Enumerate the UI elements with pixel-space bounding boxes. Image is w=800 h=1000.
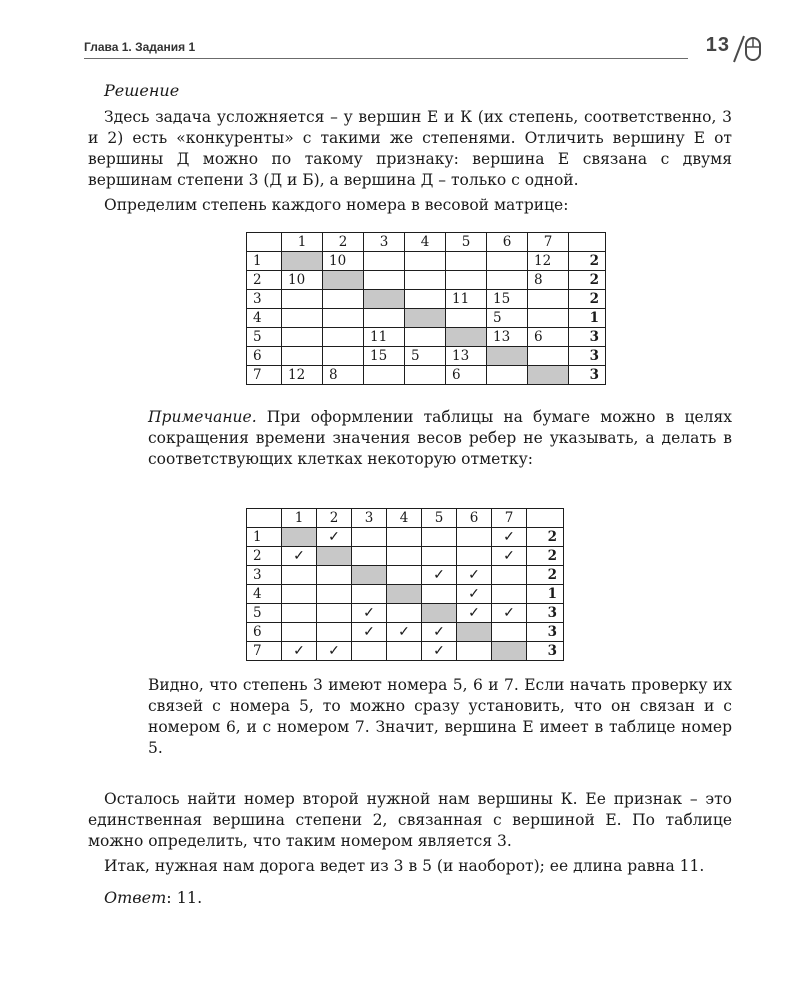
degree-cell: 3 <box>527 623 564 642</box>
row-header: 5 <box>247 604 282 623</box>
check-mark-cell: ✓ <box>282 642 317 661</box>
column-header <box>569 233 606 252</box>
row-header: 7 <box>247 642 282 661</box>
check-mark-cell: ✓ <box>282 547 317 566</box>
table-row <box>247 252 606 271</box>
table-cell <box>528 347 569 366</box>
diagonal-cell <box>457 623 492 642</box>
table-row <box>247 528 564 547</box>
diagonal-cell <box>492 642 527 661</box>
table-cell <box>282 347 323 366</box>
table-cell <box>323 290 364 309</box>
page-number: 13 <box>705 34 730 56</box>
diagonal-cell <box>364 290 405 309</box>
table-cell <box>282 566 317 585</box>
table-cell: 12 <box>282 366 323 385</box>
table-cell <box>387 642 422 661</box>
check-mark-cell: ✓ <box>317 528 352 547</box>
table-cell: 6 <box>528 328 569 347</box>
column-header: 3 <box>364 233 405 252</box>
table-cell <box>317 585 352 604</box>
column-header: 4 <box>405 233 446 252</box>
table-cell <box>528 290 569 309</box>
table-cell <box>446 309 487 328</box>
table-cell <box>364 309 405 328</box>
table-row <box>247 604 564 623</box>
row-header: 3 <box>247 290 282 309</box>
check-mark-cell: ✓ <box>422 623 457 642</box>
table-cell <box>422 547 457 566</box>
degree-cell: 2 <box>527 528 564 547</box>
header-row <box>247 509 564 528</box>
diagonal-cell <box>446 328 487 347</box>
table-cell <box>457 528 492 547</box>
page-content <box>88 80 732 908</box>
table-cell <box>364 252 405 271</box>
diagonal-cell <box>282 528 317 547</box>
table-cell <box>405 328 446 347</box>
table-cell <box>282 309 323 328</box>
diagonal-cell <box>323 271 364 290</box>
table-row <box>247 642 564 661</box>
check-mark-cell: ✓ <box>457 585 492 604</box>
table-cell: 10 <box>323 252 364 271</box>
row-header: 1 <box>247 528 282 547</box>
table-cell <box>492 623 527 642</box>
table-cell <box>352 528 387 547</box>
column-header: 5 <box>446 233 487 252</box>
paragraph-4: Осталось найти номер второй нужной нам вершины К. Ее признак – это единственная вершина степени 2, связанная с вершиной Е. По таблице можно определить, что таким номером является 3. <box>88 790 732 850</box>
diagonal-cell <box>352 566 387 585</box>
row-header: 1 <box>247 252 282 271</box>
table-row <box>247 309 606 328</box>
table-cell: 13 <box>487 328 528 347</box>
column-header: 1 <box>282 509 317 528</box>
table-cell <box>457 547 492 566</box>
row-header: 3 <box>247 566 282 585</box>
table-row <box>247 328 606 347</box>
table-row <box>247 566 564 585</box>
table-cell: 15 <box>487 290 528 309</box>
note-paragraph <box>148 407 732 470</box>
table-row <box>247 547 564 566</box>
degree-cell: 1 <box>569 309 606 328</box>
table-cell: 11 <box>446 290 487 309</box>
table-cell: 5 <box>405 347 446 366</box>
table-cell <box>422 528 457 547</box>
chapter-title: Глава 1. Задания 1 <box>84 40 196 54</box>
solution-heading: Решение <box>104 81 180 100</box>
column-header: 2 <box>323 233 364 252</box>
diagonal-cell <box>528 366 569 385</box>
column-header: 6 <box>457 509 492 528</box>
degree-cell: 3 <box>527 604 564 623</box>
note-text: При оформлении таблицы на бумаге можно в целях сокращения времени значения весов ребер не указывать, а делать в соответствующих клетках некоторую отметку: <box>148 408 732 468</box>
answer-line <box>104 887 732 908</box>
table-cell: 13 <box>446 347 487 366</box>
table-cell: 8 <box>528 271 569 290</box>
degree-cell: 3 <box>569 366 606 385</box>
degree-cell: 3 <box>569 328 606 347</box>
table-cell <box>457 642 492 661</box>
diagonal-cell <box>282 252 323 271</box>
column-header <box>527 509 564 528</box>
table-cell <box>282 290 323 309</box>
table-cell <box>487 366 528 385</box>
page-header <box>84 34 766 66</box>
table-cell <box>405 366 446 385</box>
diagonal-cell <box>487 347 528 366</box>
table-row <box>247 347 606 366</box>
degree-cell: 3 <box>569 347 606 366</box>
diagonal-cell <box>405 309 446 328</box>
table-cell <box>364 366 405 385</box>
degree-cell: 2 <box>569 271 606 290</box>
table-cell: 6 <box>446 366 487 385</box>
diagonal-cell <box>317 547 352 566</box>
column-header: 5 <box>422 509 457 528</box>
table-cell <box>422 585 457 604</box>
column-header: 3 <box>352 509 387 528</box>
column-header <box>247 233 282 252</box>
table-cell <box>387 528 422 547</box>
table-cell <box>405 290 446 309</box>
table-cell <box>317 604 352 623</box>
table-cell <box>323 328 364 347</box>
note-label: Примечание. <box>148 408 257 426</box>
table-cell <box>387 566 422 585</box>
table-cell <box>387 547 422 566</box>
table-cell <box>387 604 422 623</box>
table-cell <box>364 271 405 290</box>
row-header: 5 <box>247 328 282 347</box>
weight-matrix-table <box>246 232 606 385</box>
row-header: 6 <box>247 623 282 642</box>
diagonal-cell <box>387 585 422 604</box>
check-mark-cell: ✓ <box>492 528 527 547</box>
answer-value: : 11. <box>166 888 203 907</box>
row-header: 2 <box>247 271 282 290</box>
check-mark-cell: ✓ <box>492 604 527 623</box>
table-cell <box>352 585 387 604</box>
table-cell: 8 <box>323 366 364 385</box>
paragraph-1: Здесь задача усложняется – у вершин Е и К (их степень, соответственно, 3 и 2) есть «конкуренты» с такими же степенями. Отличить вершину Е от вершины Д можно по такому признаку: вершина Е связана с двумя вершинам степени 3 (Д и Б), а вершина Д – только с одной. <box>88 108 732 189</box>
paragraph-5: Итак, нужная нам дорога ведет из 3 в 5 (и наоборот); ее длина равна 11. <box>104 857 705 875</box>
check-mark-cell: ✓ <box>422 642 457 661</box>
diagonal-cell <box>422 604 457 623</box>
row-header: 2 <box>247 547 282 566</box>
degree-cell: 2 <box>527 547 564 566</box>
degree-cell: 2 <box>569 252 606 271</box>
table-cell <box>528 309 569 328</box>
check-mark-cell: ✓ <box>422 566 457 585</box>
paragraph-3: Видно, что степень 3 имеют номера 5, 6 и 7. Если начать проверку их связей с номера 5, то можно сразу установить, что он связан и с номером 6, и с номером 7. Значит, вершина Е имеет в таблице номер 5. <box>148 676 732 757</box>
table-row <box>247 366 606 385</box>
row-header: 4 <box>247 309 282 328</box>
degree-cell: 2 <box>527 566 564 585</box>
table-cell <box>323 347 364 366</box>
check-mark-cell: ✓ <box>352 623 387 642</box>
table-cell <box>487 271 528 290</box>
mouse-icon <box>730 32 764 66</box>
table-row <box>247 585 564 604</box>
table-cell <box>405 252 446 271</box>
table-cell <box>317 566 352 585</box>
check-mark-cell: ✓ <box>352 604 387 623</box>
table-cell: 12 <box>528 252 569 271</box>
column-header: 4 <box>387 509 422 528</box>
table-row <box>247 290 606 309</box>
table-cell <box>282 623 317 642</box>
table-cell <box>446 271 487 290</box>
table-cell <box>492 566 527 585</box>
check-mark-cell: ✓ <box>317 642 352 661</box>
check-mark-cell: ✓ <box>492 547 527 566</box>
table-cell: 11 <box>364 328 405 347</box>
row-header: 4 <box>247 585 282 604</box>
column-header: 1 <box>282 233 323 252</box>
table-cell <box>317 623 352 642</box>
row-header: 6 <box>247 347 282 366</box>
header-row <box>247 233 606 252</box>
column-header: 6 <box>487 233 528 252</box>
column-header: 2 <box>317 509 352 528</box>
table-cell <box>405 271 446 290</box>
check-mark-cell: ✓ <box>387 623 422 642</box>
table-cell <box>352 642 387 661</box>
column-header <box>247 509 282 528</box>
table-cell <box>492 585 527 604</box>
table-cell <box>352 547 387 566</box>
degree-cell: 2 <box>569 290 606 309</box>
table-row <box>247 623 564 642</box>
paragraph-2: Определим степень каждого номера в весовой матрице: <box>104 196 569 214</box>
table-cell <box>323 309 364 328</box>
check-mark-cell: ✓ <box>457 566 492 585</box>
table-cell <box>282 585 317 604</box>
table-cell <box>282 604 317 623</box>
column-header: 7 <box>492 509 527 528</box>
row-header: 7 <box>247 366 282 385</box>
table-row <box>247 271 606 290</box>
table-cell <box>446 252 487 271</box>
check-mark-cell: ✓ <box>457 604 492 623</box>
table-cell <box>282 328 323 347</box>
answer-label: Ответ <box>104 888 167 907</box>
degree-cell: 3 <box>527 642 564 661</box>
table-cell: 10 <box>282 271 323 290</box>
check-matrix-table <box>246 508 564 661</box>
header-rule <box>84 58 688 59</box>
table-cell <box>487 252 528 271</box>
degree-cell: 1 <box>527 585 564 604</box>
table-cell: 15 <box>364 347 405 366</box>
column-header: 7 <box>528 233 569 252</box>
table-cell: 5 <box>487 309 528 328</box>
